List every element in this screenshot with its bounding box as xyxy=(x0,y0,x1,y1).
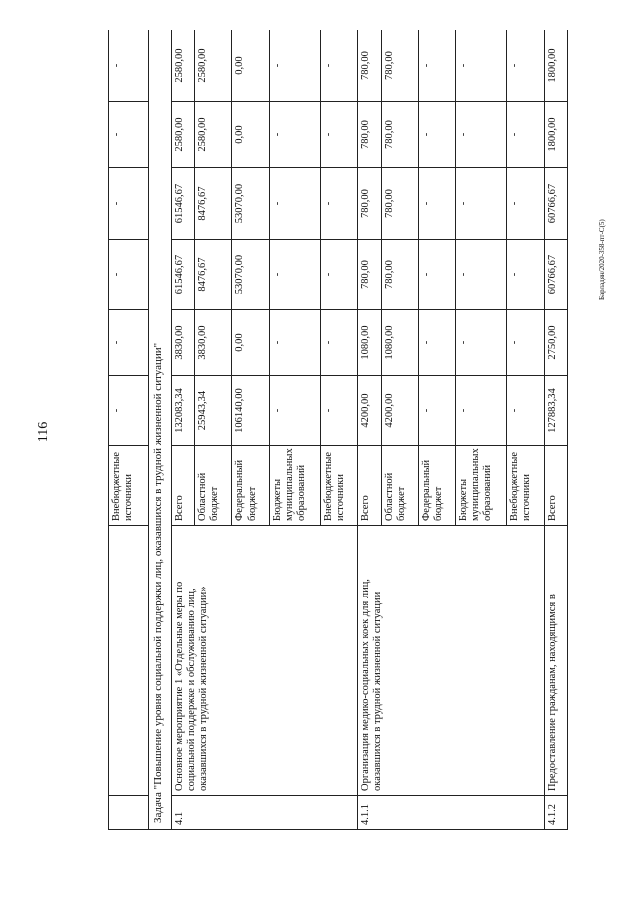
value-cell: - xyxy=(109,168,149,240)
value-cell: - xyxy=(269,310,320,376)
table-row xyxy=(358,30,381,830)
value-cell: 780,00 xyxy=(358,102,381,168)
value-cell: - xyxy=(507,102,544,168)
value-cell: 2580,00 xyxy=(171,102,194,168)
value-cell: - xyxy=(507,376,544,446)
value-cell: - xyxy=(320,102,357,168)
title-cell xyxy=(109,526,149,796)
value-cell: 61546,67 xyxy=(171,168,194,240)
section-title: Предоставление гражданам, находящимся в xyxy=(544,526,567,796)
page-number: 116 xyxy=(36,421,51,443)
value-cell: - xyxy=(507,30,544,102)
source-cell: Всего xyxy=(358,446,381,526)
value-cell: 60766,67 xyxy=(544,168,567,240)
value-cell: - xyxy=(269,240,320,310)
value-cell: 780,00 xyxy=(358,168,381,240)
task-row xyxy=(148,30,171,830)
value-cell: 780,00 xyxy=(381,102,418,168)
rotated-page xyxy=(108,30,568,830)
source-cell: Внебюджетные источники xyxy=(507,446,544,526)
value-cell: - xyxy=(456,30,507,102)
value-cell: 2580,00 xyxy=(171,30,194,102)
value-cell: 53070,00 xyxy=(232,240,269,310)
budget-table xyxy=(108,30,568,830)
value-cell: - xyxy=(269,376,320,446)
value-cell: 780,00 xyxy=(381,240,418,310)
source-cell: Федеральный бюджет xyxy=(232,446,269,526)
value-cell: 1800,00 xyxy=(544,30,567,102)
value-cell: - xyxy=(456,240,507,310)
value-cell: 2580,00 xyxy=(195,102,232,168)
value-cell: 1080,00 xyxy=(381,310,418,376)
value-cell: 780,00 xyxy=(358,30,381,102)
source-cell: Бюджеты муниципальных образований xyxy=(269,446,320,526)
value-cell: 8476,67 xyxy=(195,240,232,310)
value-cell: - xyxy=(109,240,149,310)
value-cell: 1800,00 xyxy=(544,102,567,168)
value-cell: 60766,67 xyxy=(544,240,567,310)
source-cell: Внебюджетные источники xyxy=(320,446,357,526)
section-title: Организация медико-социальных коек для лиц, оказавшихся в трудной жизненной ситуации xyxy=(358,526,544,796)
value-cell: 53070,00 xyxy=(232,168,269,240)
value-cell: - xyxy=(320,168,357,240)
value-cell: - xyxy=(456,310,507,376)
source-cell: Областной бюджет xyxy=(381,446,418,526)
value-cell: - xyxy=(456,376,507,446)
table-row xyxy=(109,30,149,830)
value-cell: 780,00 xyxy=(381,168,418,240)
value-cell: 3830,00 xyxy=(171,310,194,376)
value-cell: - xyxy=(320,310,357,376)
value-cell: - xyxy=(320,240,357,310)
value-cell: - xyxy=(418,102,455,168)
value-cell: - xyxy=(269,168,320,240)
source-cell: Всего xyxy=(171,446,194,526)
source-cell: Внебюджетные источники xyxy=(109,446,149,526)
source-cell: Бюджеты муниципальных образований xyxy=(456,446,507,526)
value-cell: - xyxy=(269,102,320,168)
value-cell: 25943,34 xyxy=(195,376,232,446)
value-cell: 3830,00 xyxy=(195,310,232,376)
value-cell: 780,00 xyxy=(358,240,381,310)
value-cell: - xyxy=(456,168,507,240)
value-cell: - xyxy=(507,168,544,240)
table-viewport xyxy=(108,30,568,830)
value-cell: - xyxy=(109,30,149,102)
value-cell: 106140,00 xyxy=(232,376,269,446)
value-cell: - xyxy=(418,240,455,310)
value-cell: - xyxy=(418,376,455,446)
source-cell: Областной бюджет xyxy=(195,446,232,526)
value-cell: 4200,00 xyxy=(381,376,418,446)
value-cell: - xyxy=(269,30,320,102)
value-cell: - xyxy=(507,310,544,376)
value-cell: - xyxy=(109,102,149,168)
table-row xyxy=(544,30,567,830)
value-cell: - xyxy=(418,30,455,102)
section-title: Основное мероприятие 1 «Отдельные меры по социальной поддержке и обслуживанию лиц, оказавшихся в трудной жизненной ситуации» xyxy=(171,526,357,796)
value-cell: - xyxy=(418,310,455,376)
value-cell: 0,00 xyxy=(232,310,269,376)
value-cell: 4200,00 xyxy=(358,376,381,446)
value-cell: - xyxy=(456,102,507,168)
value-cell: 61546,67 xyxy=(171,240,194,310)
source-cell: Федеральный бюджет xyxy=(418,446,455,526)
value-cell: - xyxy=(320,30,357,102)
code-cell xyxy=(109,796,149,830)
value-cell: 132083,34 xyxy=(171,376,194,446)
section-code: 4.1.2 xyxy=(544,796,567,830)
value-cell: - xyxy=(109,376,149,446)
task-title: Задача "Повышение уровня социальной поддержки лиц, оказавшихся в трудной жизненной ситуации" xyxy=(148,30,171,830)
value-cell: 780,00 xyxy=(381,30,418,102)
value-cell: 0,00 xyxy=(232,102,269,168)
value-cell: 8476,67 xyxy=(195,168,232,240)
value-cell: 1080,00 xyxy=(358,310,381,376)
section-code: 4.1.1 xyxy=(358,796,544,830)
value-cell: 2580,00 xyxy=(195,30,232,102)
value-cell: 127883,34 xyxy=(544,376,567,446)
value-cell: - xyxy=(320,376,357,446)
value-cell: 2750,00 xyxy=(544,310,567,376)
value-cell: - xyxy=(418,168,455,240)
table-row xyxy=(171,30,194,830)
value-cell: - xyxy=(109,310,149,376)
value-cell: - xyxy=(507,240,544,310)
document-code: Барладян/2020-358-пт-С(5) xyxy=(598,219,606,300)
value-cell: 0,00 xyxy=(232,30,269,102)
source-cell: Всего xyxy=(544,446,567,526)
section-code: 4.1 xyxy=(171,796,357,830)
